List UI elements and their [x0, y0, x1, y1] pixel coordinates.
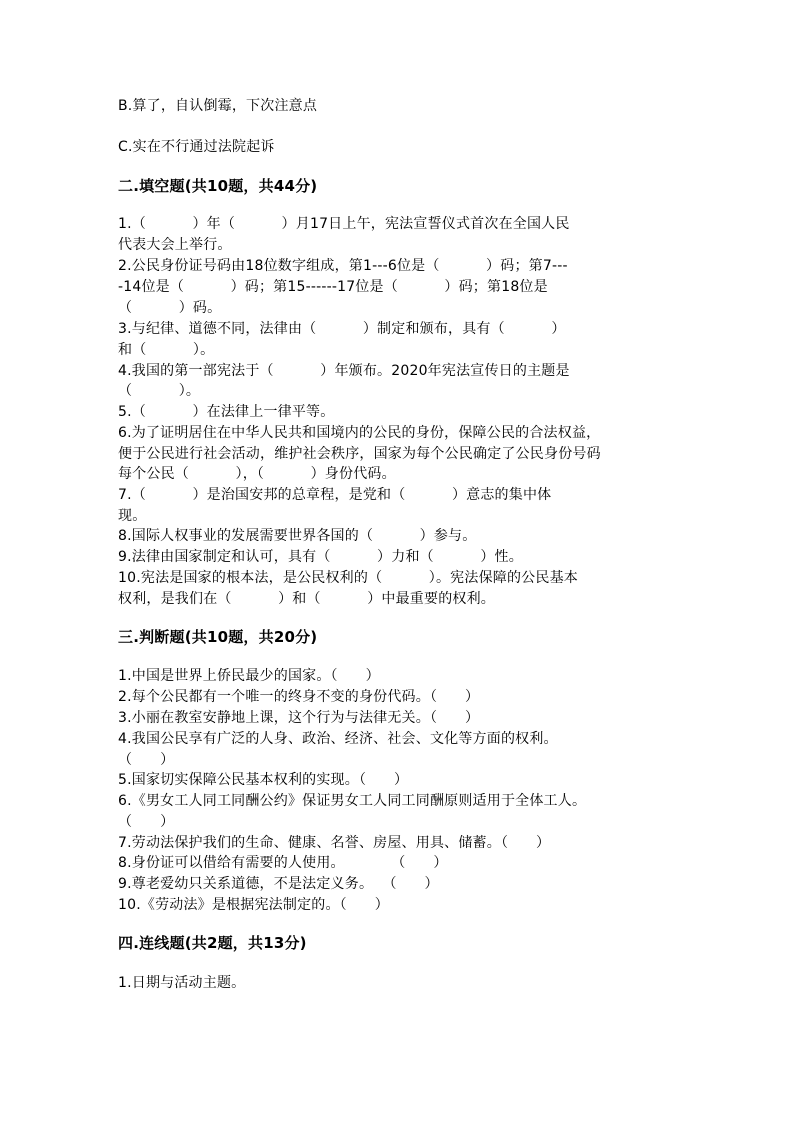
question-line: 5.（ ）在法律上一律平等。 [118, 404, 335, 420]
question-line: 9.尊老爱幼只关系道德，不是法定义务。 （ ） [118, 876, 439, 892]
question-line: 1.（ ）年（ ）月17日上午，宪法宣誓仪式首次在全国人民 [118, 216, 570, 232]
question-line: -14位是（ ）码；第15------17位是（ ）码；第18位是 [118, 279, 548, 295]
question-line: 6.《男女工人同工同酬公约》保证男女工人同工同酬原则适用于全体工人。 [118, 793, 587, 809]
question-line: 9.法律由国家制定和认可，具有（ ）力和（ ）性。 [118, 549, 523, 565]
option-c: C.实在不行通过法院起诉 [118, 139, 275, 155]
question-line: 代表大会上举行。 [118, 237, 232, 253]
section-heading-fill-blank: 二.填空题(共10题，共44分) [118, 177, 318, 195]
section-heading-matching: 四.连线题(共2题，共13分) [118, 934, 307, 952]
question-line: 现。 [118, 508, 147, 524]
question-line: （ ） [118, 752, 175, 768]
question-line: 7.劳动法保护我们的生命、健康、名誉、房屋、用具、储蓄。（ ） [118, 835, 551, 851]
question-line: 8.国际人权事业的发展需要世界各国的（ ）参与。 [118, 528, 477, 544]
section-heading-true-false: 三.判断题(共10题，共20分) [118, 628, 318, 646]
question-line: 4.我国的第一部宪法于（ ）年颁布。2020年宪法宣传日的主题是 [118, 363, 570, 379]
question-line: （ ）。 [118, 383, 201, 399]
question-line: 5.国家切实保障公民基本权利的实现。（ ） [118, 772, 409, 788]
question-line: 6.为了证明居住在中华人民共和国境内的公民的身份，保障公民的合法权益， [118, 425, 601, 441]
question-line: （ ）码。 [118, 300, 222, 316]
question-line: 3.与纪律、道德不同，法律由（ ）制定和颁布，具有（ ） [118, 321, 566, 337]
question-line: 10.《劳动法》是根据宪法制定的。（ ） [118, 897, 389, 913]
question-line: 1.日期与活动主题。 [118, 975, 246, 991]
question-line: 和（ ）。 [118, 342, 215, 358]
question-line: 便于公民进行社会活动，维护社会秩序，国家为每个公民确定了公民身份号码 [118, 446, 601, 462]
question-line: 10.宪法是国家的根本法，是公民权利的（ ）。宪法保障的公民基本 [118, 570, 578, 586]
question-line: （ ） [118, 814, 175, 830]
question-line: 7.（ ）是治国安邦的总章程，是党和（ ）意志的集中体 [118, 487, 552, 503]
question-line: 每个公民（ ），（ ）身份代码。 [118, 466, 396, 482]
question-line: 2.公民身份证号码由18位数字组成，第1---6位是（ ）码；第7--- [118, 258, 568, 274]
question-line: 2.每个公民都有一个唯一的终身不变的身份代码。（ ） [118, 689, 480, 705]
question-line: 8.身份证可以借给有需要的人使用。 （ ） [118, 855, 448, 871]
question-line: 4.我国公民享有广泛的人身、政治、经济、社会、文化等方面的权利。 [118, 731, 558, 747]
question-line: 3.小丽在教室安静地上课，这个行为与法律无关。（ ） [118, 710, 480, 726]
question-line: 1.中国是世界上侨民最少的国家。（ ） [118, 668, 380, 684]
question-line: 权利，是我们在（ ）和（ ）中最重要的权利。 [118, 591, 496, 607]
option-b: B.算了，自认倒霉，下次注意点 [118, 98, 318, 114]
